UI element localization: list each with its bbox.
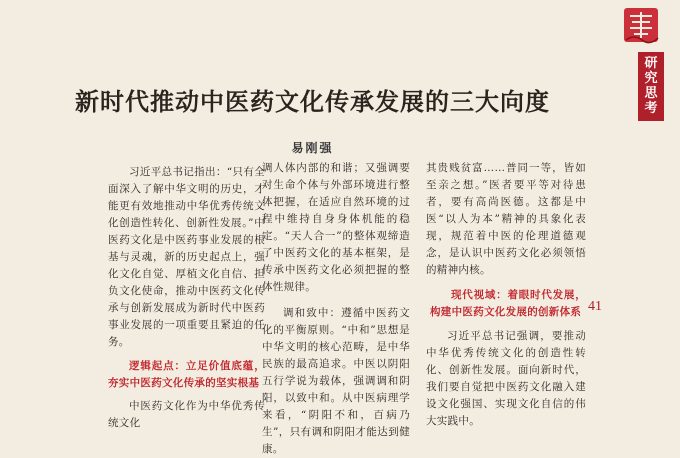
section-tag [638, 52, 664, 121]
page-number: 41 [588, 299, 602, 314]
section-tag-char: 究 [644, 71, 658, 86]
section-subheading: 现代视域：着眼时代发展，构建中医药文化发展的创新体系 [430, 289, 586, 318]
section-tag-char: 考 [644, 101, 658, 116]
body-paragraph: 中医药文化作为中华优秀传统文化 [108, 400, 265, 429]
section-tag-char: 研 [644, 56, 658, 71]
text-column-2 [262, 160, 410, 458]
body-paragraph: 习近平总书记强调，要推动中华优秀传统文化的创造性转化、创新性发展。面向新时代，我们要自觉把中医药文化融入建设文化强国、实现文化自信的伟大实践中。 [426, 330, 586, 427]
body-paragraph: 其贵贱贫富……普同一等，皆如至亲之想。”医者要平等对待患者，要有高尚医德。这都是中医“以人为本”精神的具象化表现，规范着中医的伦理道德观念，是认识中医药文化必须领悟的精神内核。 [426, 162, 586, 276]
body-paragraph: 调人体内部的和谐；又强调要对生命个体与外部环境进行整体把握，在适应自然环境的过程中维持自身身体机能的稳定。“天人合一”的整体观缔造了中医药文化的基本框架，是传承中医药文化必须把握的整体性规律。 [262, 162, 410, 293]
decorative-seal-logo [620, 4, 662, 46]
article-title: 新时代推动中医药文化传承发展的三大向度 [75, 87, 550, 116]
text-column-1 [108, 160, 265, 432]
section-tag-char: 思 [644, 86, 658, 101]
text-column-3 [426, 160, 586, 430]
article-author: 易刚强 [291, 141, 334, 155]
section-subheading: 逻辑起点：立足价值底蕴，夯实中医药文化传承的坚实根基 [108, 360, 265, 389]
body-paragraph: 调和致中：遵循中医药文化的平衡原则。“中和”思想是中华文明的核心范畴，是中华民族的最高追求。中医以阴阳五行学说为载体，强调调和阴阳，以致中和。从中医病理学来看，“阴阳不和，百病乃生”，只有调和阴阳才能达到健康。 [262, 307, 410, 455]
body-paragraph: 习近平总书记指出：“只有全面深入了解中华文明的历史，才能更有效地推动中华优秀传统文化创造性转化、创新性发展。”中医药文化是中医药事业发展的根基与灵魂，新的历史起点上，强化文化自觉、厚植文化自信、担负文化使命，推动中医药文化传承与创新发展成为新时代中医药事业发展的一项重要且紧迫的任务。 [108, 166, 265, 348]
